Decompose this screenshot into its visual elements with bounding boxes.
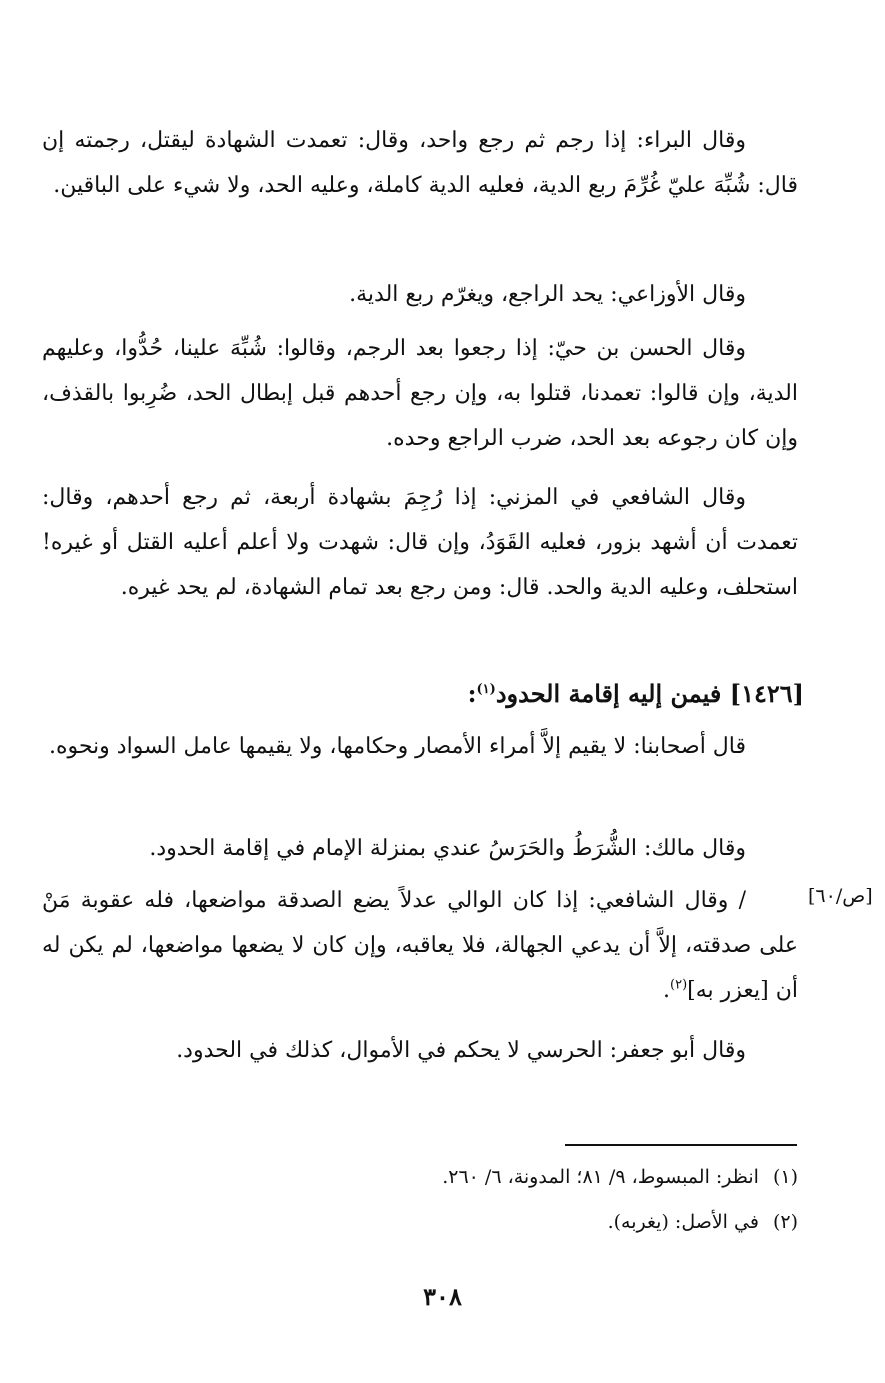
manuscript-page-marker: [ص/٦٠] <box>808 885 873 907</box>
footnote-1-number: (١) <box>772 1166 798 1188</box>
page-number: ٣٠٨ <box>423 1282 462 1311</box>
footnote-1-text: انظر: المبسوط، ٩/ ٨١؛ المدونة، ٦/ ٢٦٠. <box>442 1166 759 1188</box>
paragraph-alshafii-almuzani: وقال الشافعي في المزني: إذا رُجِمَ بشهادة أربعة، ثم رجع أحدهم، وقال: تعمدت أن أشهد بزور، فعليه القَوَدُ، وإن قال: شهدت ولا أعلم أعليه القتل أو غيره! استحلف، وعليه الدية والحد. قال: ومن رجع بعد تمام الشهادة، لم يحد غيره. <box>42 485 798 600</box>
paragraph-alshafii-wali-text: / وقال الشافعي: إذا كان الوالي عدلاً يضع الصدقة مواضعها، فله عقوبة مَنْ على صدقته، إلاَّ أن يدعي الجهالة، فلا يعاقبه، وإن كان لا يضعها مواضعها، لم يكن له أن [يعزر به] <box>42 888 798 1003</box>
footnote-ref-2[interactable]: (٢) <box>670 977 688 993</box>
section-heading <box>42 674 804 714</box>
paragraph-albaraa: وقال البراء: إذا رجم ثم رجع واحد، وقال: تعمدت الشهادة ليقتل، رجمته إن قال: شُبِّهَ عليّ غُرِّمَ ربع الدية، فعليه الدية كاملة، وعليه الحد، ولا شيء على الباقين. <box>42 128 798 198</box>
footnote-ref-1[interactable]: (١) <box>476 682 496 697</box>
footnote-2 <box>300 1207 798 1237</box>
heading-colon: : <box>467 679 477 708</box>
paragraph-malik: وقال مالك: الشُّرَطُ والحَرَسُ عندي بمنزلة الإمام في إقامة الحدود. <box>149 836 746 861</box>
footnote-1 <box>300 1162 798 1192</box>
footnote-2-number: (٢) <box>772 1211 798 1233</box>
paragraph-end-period: . <box>663 978 671 1003</box>
paragraph-alhasan: وقال الحسن بن حيّ: إذا رجعوا بعد الرجم، وقالوا: شُبِّهَ علينا، حُدُّوا، وعليهم الدية، وإن قالوا: تعمدنا، قتلوا به، وإن رجع أحدهم قبل إبطال الحد، ضُرِبوا بالقذف، وإن كان رجوعه بعد الحد، ضرب الراجع وحده. <box>42 336 798 451</box>
footnote-2-text: في الأصل: (يغربه). <box>607 1211 759 1233</box>
paragraph-alshafii-wali <box>42 878 798 1013</box>
paragraph-ashabuna: قال أصحابنا: لا يقيم إلاَّ أمراء الأمصار وحكامها، ولا يقيمها عامل السواد ونحوه. <box>48 734 746 759</box>
paragraph-abu-jafar: وقال أبو جعفر: الحرسي لا يحكم في الأموال، كذلك في الحدود. <box>176 1038 746 1063</box>
section-title: فيمن إليه إقامة الحدود <box>495 679 722 708</box>
paragraph-alawzai: وقال الأوزاعي: يحد الراجع، ويغرّم ربع الدية. <box>349 282 746 307</box>
section-number: [١٤٢٦] <box>729 679 804 708</box>
footnote-divider <box>565 1144 797 1146</box>
